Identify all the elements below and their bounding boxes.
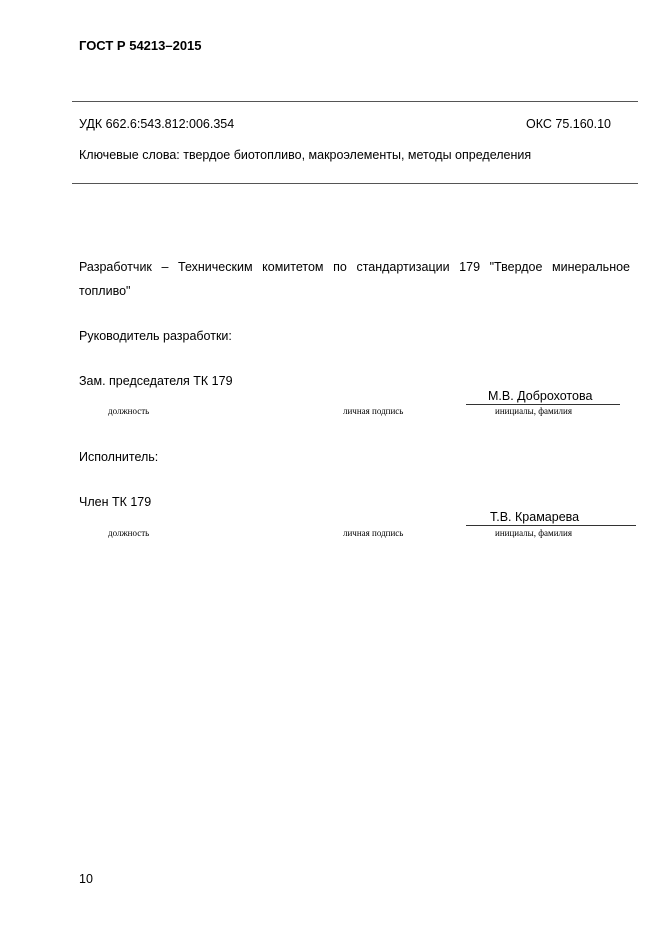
executor-label-initials: инициалы, фамилия <box>495 528 572 538</box>
executor-heading: Исполнитель: <box>79 450 159 464</box>
leader-position: Зам. председателя ТК 179 <box>79 374 233 388</box>
executor-name: Т.В. Крамарева <box>490 510 580 524</box>
executor-signature-line <box>466 525 636 526</box>
top-divider <box>72 101 638 102</box>
document-code: ГОСТ Р 54213–2015 <box>79 38 202 53</box>
leader-label-initials: инициалы, фамилия <box>495 406 572 416</box>
executor-position: Член ТК 179 <box>79 495 152 509</box>
executor-label-position: должность <box>108 528 150 538</box>
leader-heading: Руководитель разработки: <box>79 329 232 343</box>
oks-code: ОКС 75.160.10 <box>526 117 611 131</box>
udk-code: УДК 662.6:543.812:006.354 <box>79 117 235 131</box>
developer-paragraph: Разработчик – Техническим комитетом по стандартизации 179 "Твердое минеральное топливо" <box>79 260 630 298</box>
leader-name: М.В. Доброхотова <box>488 389 593 403</box>
leader-signature-line <box>466 404 620 405</box>
bottom-divider <box>72 183 638 184</box>
leader-label-position: должность <box>108 406 150 416</box>
executor-label-signature: личная подпись <box>343 528 404 538</box>
keywords-line: Ключевые слова: твердое биотопливо, макроэлементы, методы определения <box>79 148 532 162</box>
leader-label-signature: личная подпись <box>343 406 404 416</box>
page-number: 10 <box>79 872 93 886</box>
